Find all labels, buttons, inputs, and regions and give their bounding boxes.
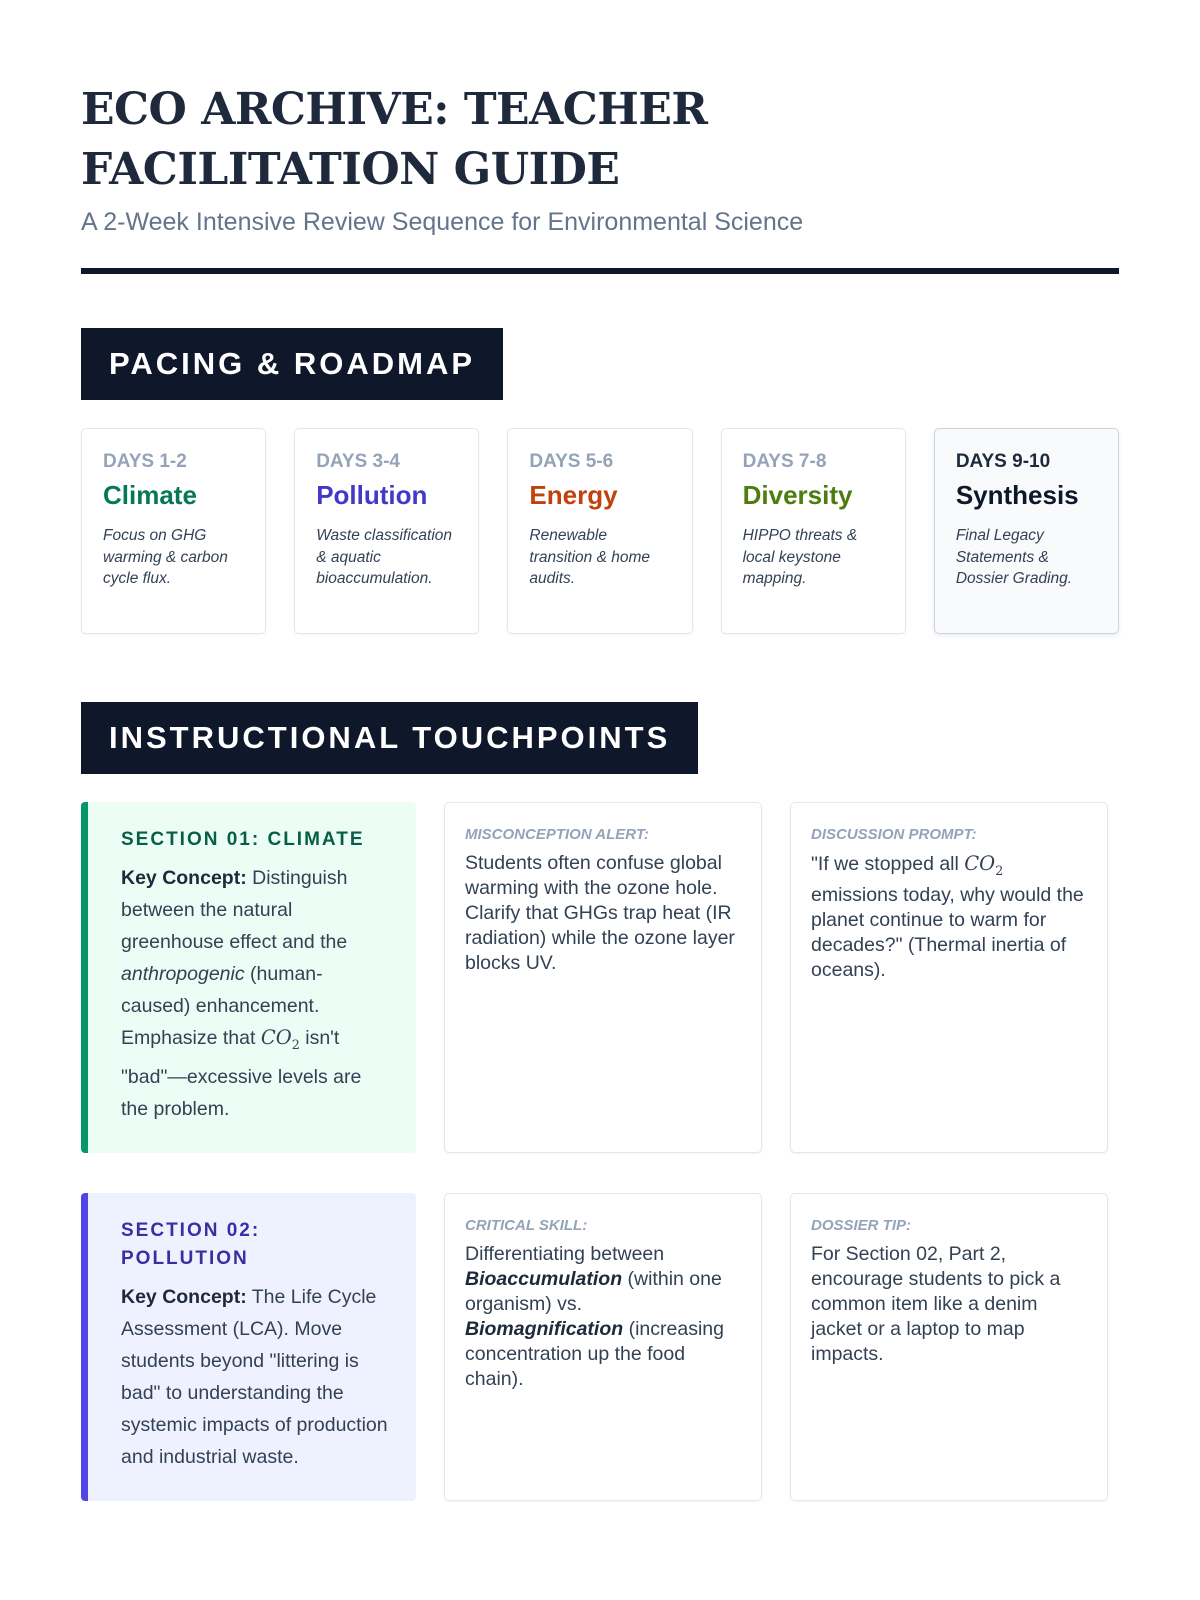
day-theme: Diversity: [742, 480, 853, 510]
section-card-pollution: [81, 1193, 416, 1501]
dossier-tip-card: [790, 1193, 1108, 1501]
co2-formula: $CO_2$: [964, 852, 1004, 878]
touchpoint-row-pollution: [81, 1193, 1119, 1501]
day-label: DAYS 1-2: [103, 451, 187, 472]
note-body: Differentiating between Bioaccumulation (within one organism) vs. Biomagnification (increasing concentration up the food chain).: [465, 1242, 724, 1390]
note-label: DOSSIER TIP:: [811, 1216, 912, 1234]
touchpoints-heading: INSTRUCTIONAL TOUCHPOINTS: [81, 702, 698, 774]
day-theme: Energy: [529, 480, 618, 510]
section-title: SECTION 01: CLIMATE: [121, 829, 365, 850]
pacing-roadmap: [81, 428, 1119, 634]
term-bioaccumulation: Bioaccumulation: [465, 1267, 623, 1290]
note-label: CRITICAL SKILL:: [465, 1216, 588, 1234]
day-card-diversity: [721, 428, 906, 634]
day-description: Focus on GHG warming & carbon cycle flux.: [103, 527, 228, 587]
day-card-climate: [81, 428, 266, 634]
day-card-synthesis: [934, 428, 1119, 634]
term-biomagnification: Biomagnification: [465, 1317, 624, 1340]
touchpoint-row-climate: [81, 802, 1119, 1153]
day-description: Renewable transition & home audits.: [529, 527, 651, 587]
day-label: DAYS 9-10: [955, 451, 1051, 472]
day-description: Waste classification & aquatic bioaccumulation.: [316, 527, 453, 587]
day-card-pollution: [294, 428, 479, 634]
note-label: MISCONCEPTION ALERT:: [465, 826, 649, 843]
day-label: DAYS 7-8: [742, 451, 827, 472]
note-label: DISCUSSION PROMPT:: [811, 826, 977, 843]
title-divider: [81, 268, 1119, 274]
section-title: SECTION 02: POLLUTION: [121, 1219, 261, 1269]
day-description: HIPPO threats & local keystone mapping.: [742, 527, 858, 587]
page-title: ECO ARCHIVE: TEACHER FACILITATION GUIDE: [81, 84, 708, 195]
note-body: "If we stopped all $CO_2$ emissions today, why would the planet continue to warm for decades?" (Thermal inertia of oceans).: [811, 852, 1084, 981]
day-label: DAYS 5-6: [529, 451, 614, 472]
misconception-card: [444, 802, 762, 1153]
note-body: For Section 02, Part 2, encourage students to pick a common item like a denim jacket or a laptop to map impacts.: [811, 1242, 1061, 1365]
section-card-climate: [81, 802, 416, 1153]
discussion-card: [790, 802, 1108, 1153]
emphasis-term: anthropogenic: [121, 963, 245, 985]
page-subtitle: A 2-Week Intensive Review Sequence for Environmental Science: [81, 208, 804, 236]
day-label: DAYS 3-4: [316, 451, 400, 472]
day-card-energy: [507, 428, 692, 634]
co2-formula: $CO_2$: [260, 1026, 300, 1052]
key-concept-text: Key Concept: The Life Cycle Assessment (LCA). Move students beyond "littering is bad" to understanding the systemic impacts of production and industrial waste.: [121, 1285, 388, 1468]
key-concept-label: Key Concept:: [121, 867, 247, 889]
day-theme: Pollution: [316, 480, 428, 510]
key-concept-text: Key Concept: Distinguish between the natural greenhouse effect and the anthropogenic (human-caused) enhancement. Emphasize that $CO_2$ isn't "bad"—excessive levels are the problem.: [121, 867, 362, 1120]
key-concept-label: Key Concept:: [121, 1285, 247, 1308]
day-theme: Synthesis: [955, 480, 1079, 510]
critical-skill-card: [444, 1193, 762, 1501]
day-description: Final Legacy Statements & Dossier Grading.: [955, 527, 1073, 587]
pacing-heading: PACING & ROADMAP: [81, 328, 503, 400]
note-body: Students often confuse global warming with the ozone hole. Clarify that GHGs trap heat (IR radiation) while the ozone layer blocks UV.: [465, 852, 735, 974]
day-theme: Climate: [103, 480, 197, 510]
